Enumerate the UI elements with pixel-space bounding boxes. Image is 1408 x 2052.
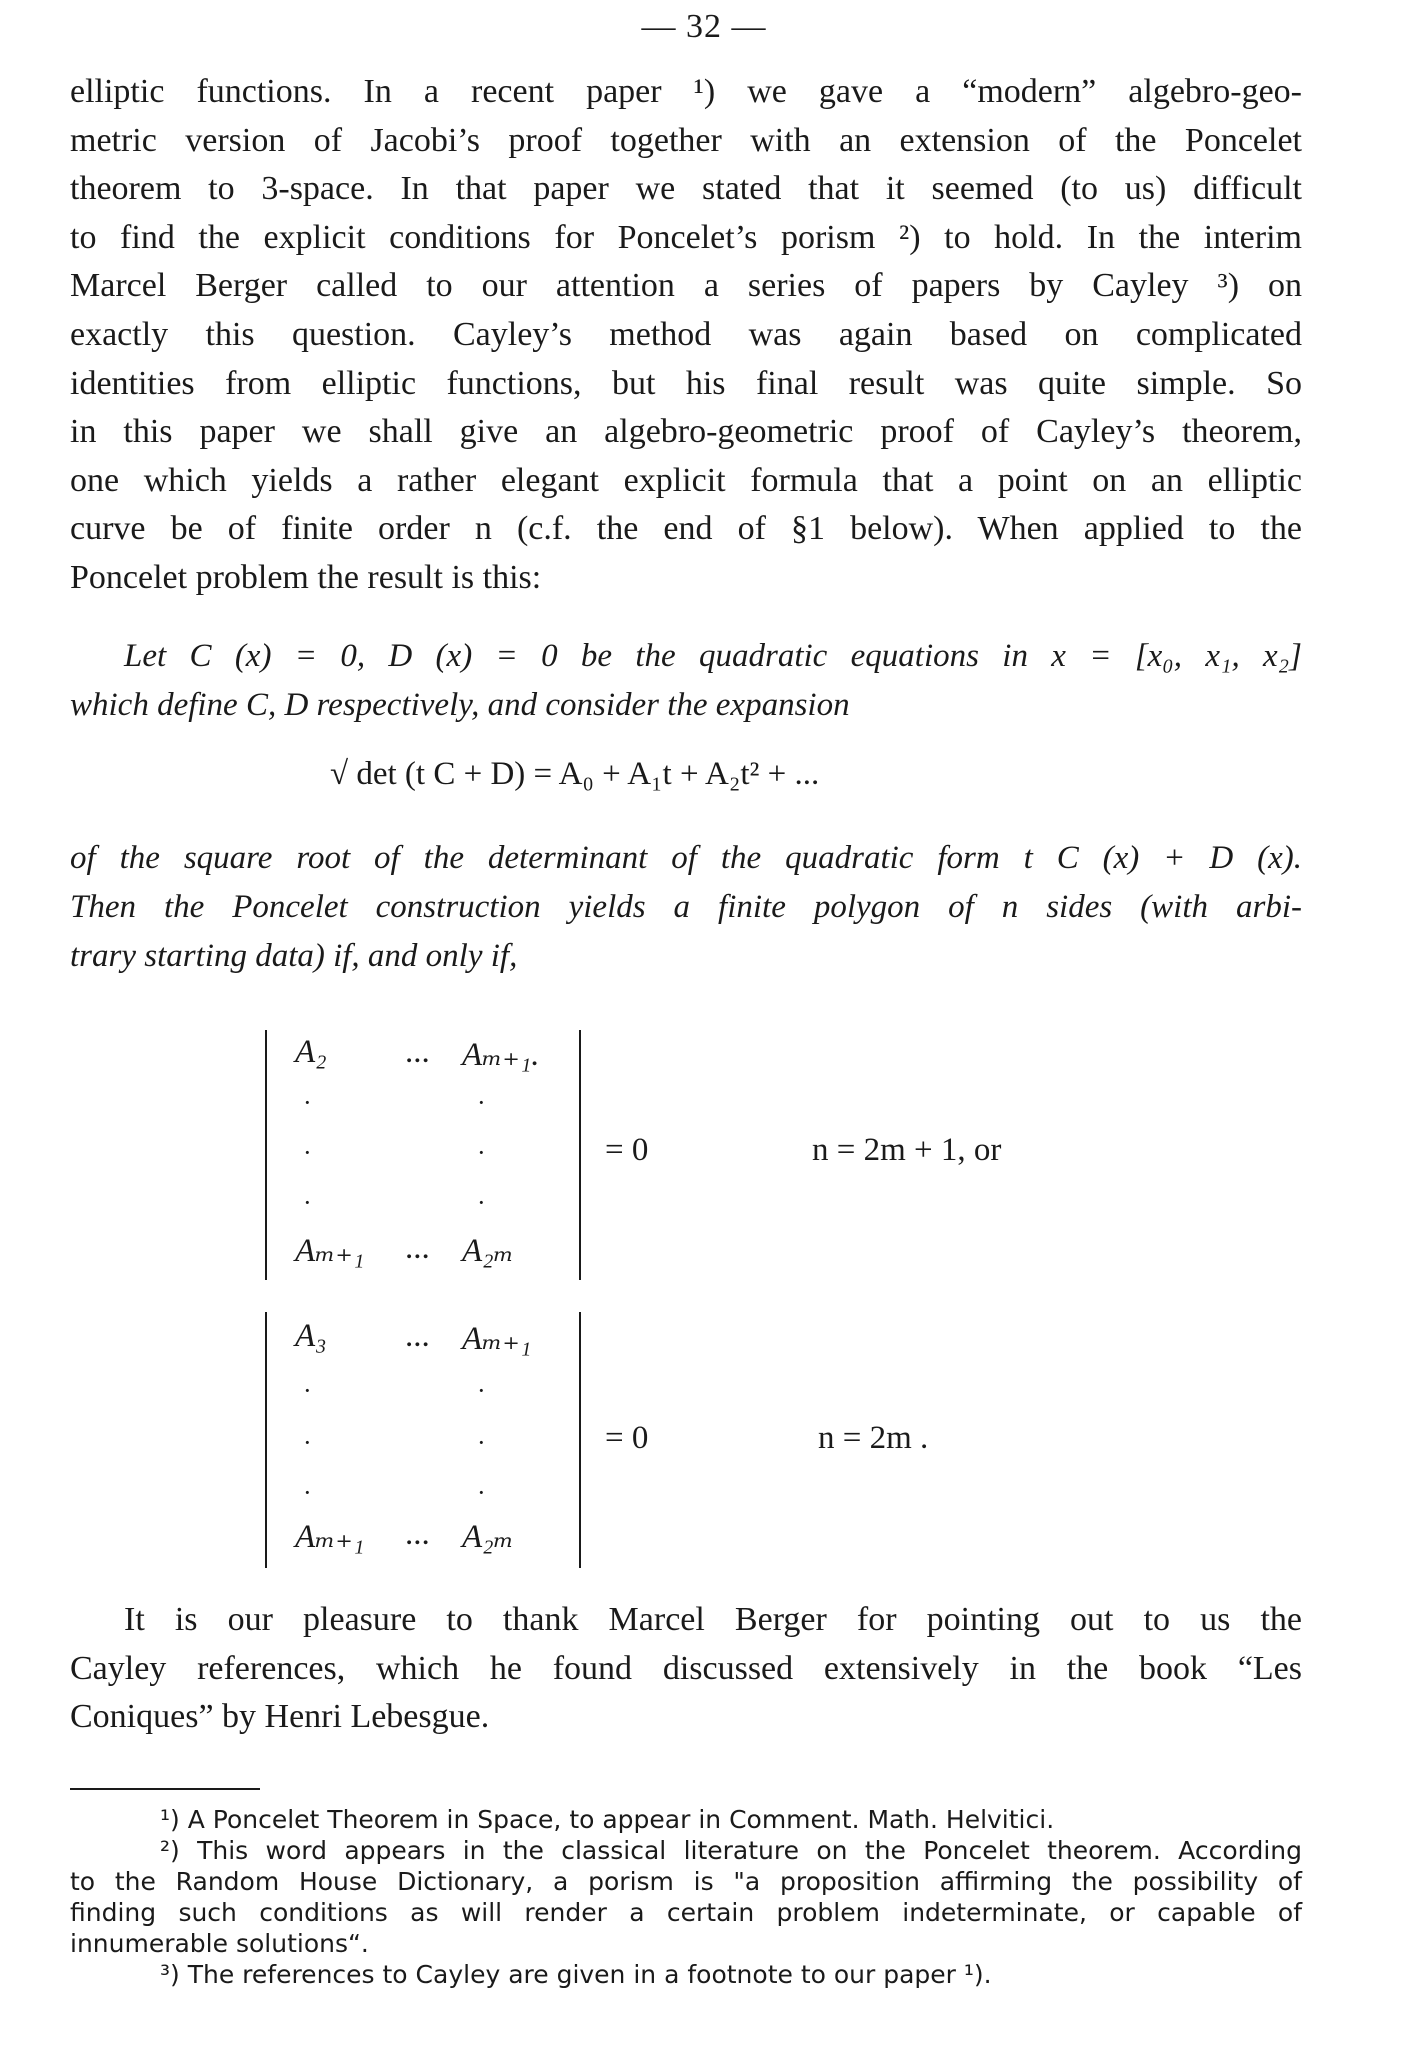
matrix-dot: · bbox=[303, 1376, 312, 1405]
body-line: Poncelet problem the result is this: bbox=[70, 558, 542, 596]
matrix-entry: Aₘ₊₁ bbox=[462, 1321, 532, 1357]
footnote-3: ³) The references to Cayley are given in a footnote to our paper ¹). bbox=[160, 1960, 992, 1989]
footnote-2-cont: innumerable solutions“. bbox=[70, 1929, 369, 1958]
matrix-ellipsis: ... bbox=[405, 1516, 430, 1552]
determinant-even bbox=[265, 1312, 581, 1568]
body-line: Marcel Berger called to our attention a series of papers by Cayley ³) on bbox=[70, 267, 1302, 305]
matrix-dot: · bbox=[303, 1088, 312, 1117]
matrix-entry: Aₘ₊₁ bbox=[295, 1233, 365, 1269]
page-number: — 32 — bbox=[641, 8, 767, 45]
matrix-dot: · bbox=[477, 1478, 486, 1507]
body-line: It is our pleasure to thank Marcel Berger for pointing out to us the bbox=[124, 1601, 1302, 1638]
matrix-dot: · bbox=[303, 1428, 312, 1457]
matrix-entry: A₂ₘ bbox=[462, 1519, 514, 1555]
body-line: curve be of finite order n (c.f. the end of §1 below). When applied to the bbox=[70, 510, 1302, 548]
statement-line: of the square root of the determinant of the quadratic form t C (x) + D (x). bbox=[70, 840, 1302, 876]
matrix-ellipsis: ... bbox=[405, 1230, 430, 1266]
body-line: in this paper we shall give an algebro-geometric proof of Cayley’s theorem, bbox=[70, 413, 1302, 451]
intro-paragraph bbox=[70, 68, 1302, 603]
footnote-1: ¹) A Poncelet Theorem in Space, to appear in Comment. Math. Helvitici. bbox=[160, 1805, 1055, 1834]
matrix-dot: · bbox=[477, 1376, 486, 1405]
matrix-dot: · bbox=[477, 1138, 486, 1167]
condition-even: n = 2m . bbox=[818, 1420, 929, 1456]
body-line: metric version of Jacobi’s proof together with an extension of the Poncelet bbox=[70, 121, 1302, 159]
matrix-entry: Aₘ₊₁ bbox=[295, 1519, 365, 1555]
footnote-divider bbox=[70, 1788, 260, 1790]
acknowledgement-paragraph bbox=[70, 1596, 1302, 1742]
body-line: one which yields a rather elegant explicit formula that a point on an elliptic bbox=[70, 461, 1302, 499]
body-line: Coniques” by Henri Lebesgue. bbox=[70, 1698, 490, 1736]
determinant-odd bbox=[265, 1030, 581, 1280]
matrix-dot: · bbox=[477, 1428, 486, 1457]
body-line: Cayley references, which he found discussed extensively in the book “Les bbox=[70, 1649, 1302, 1687]
theorem-statement bbox=[70, 632, 1302, 730]
matrix-dot: · bbox=[477, 1088, 486, 1117]
body-line: exactly this question. Cayley’s method was again based on complicated bbox=[70, 315, 1302, 353]
equals-zero: = 0 bbox=[605, 1132, 649, 1168]
matrix-ellipsis: ... bbox=[405, 1034, 430, 1070]
matrix-entry: Aₘ₊₁. bbox=[462, 1037, 540, 1073]
condition-odd: n = 2m + 1, or bbox=[812, 1132, 1002, 1168]
theorem-statement-continued bbox=[70, 834, 1302, 981]
footnote-2-cont: to the Random House Dictionary, a porism is "a proposition affirming the possibility of bbox=[70, 1867, 1302, 1896]
statement-line: Let C (x) = 0, D (x) = 0 be the quadratic equations in x = [x₀, x₁, x₂] bbox=[124, 638, 1302, 674]
body-line: identities from elliptic functions, but his final result was quite simple. So bbox=[70, 364, 1302, 402]
matrix-ellipsis: ... bbox=[405, 1318, 430, 1354]
footnote-2: ²) This word appears in the classical literature on the Poncelet theorem. According bbox=[160, 1836, 1302, 1865]
statement-line: Then the Poncelet construction yields a finite polygon of n sides (with arbi- bbox=[70, 889, 1302, 925]
statement-line: which define C, D respectively, and consider the expansion bbox=[70, 687, 850, 723]
equals-zero: = 0 bbox=[605, 1420, 649, 1456]
matrix-dot: · bbox=[303, 1188, 312, 1217]
footnotes bbox=[70, 1804, 1302, 1990]
expansion-equation: √ det (t C + D) = A₀ + A₁t + A₂t² + ... bbox=[330, 756, 820, 792]
matrix-dot: · bbox=[303, 1138, 312, 1167]
matrix-entry: A₂ bbox=[295, 1034, 327, 1070]
matrix-dot: · bbox=[477, 1188, 486, 1217]
matrix-dot: · bbox=[303, 1478, 312, 1507]
body-line: to find the explicit conditions for Poncelet’s porism ²) to hold. In the interim bbox=[70, 218, 1302, 256]
matrix-entry: A₃ bbox=[295, 1318, 327, 1354]
matrix-entry: A₂ₘ bbox=[462, 1233, 514, 1269]
body-line: theorem to 3-space. In that paper we stated that it seemed (to us) difficult bbox=[70, 170, 1302, 208]
statement-line: trary starting data) if, and only if, bbox=[70, 938, 518, 974]
body-line: elliptic functions. In a recent paper ¹) we gave a “modern” algebro-geo- bbox=[70, 73, 1302, 110]
footnote-2-cont: finding such conditions as will render a certain problem indeterminate, or capable of bbox=[70, 1898, 1302, 1927]
